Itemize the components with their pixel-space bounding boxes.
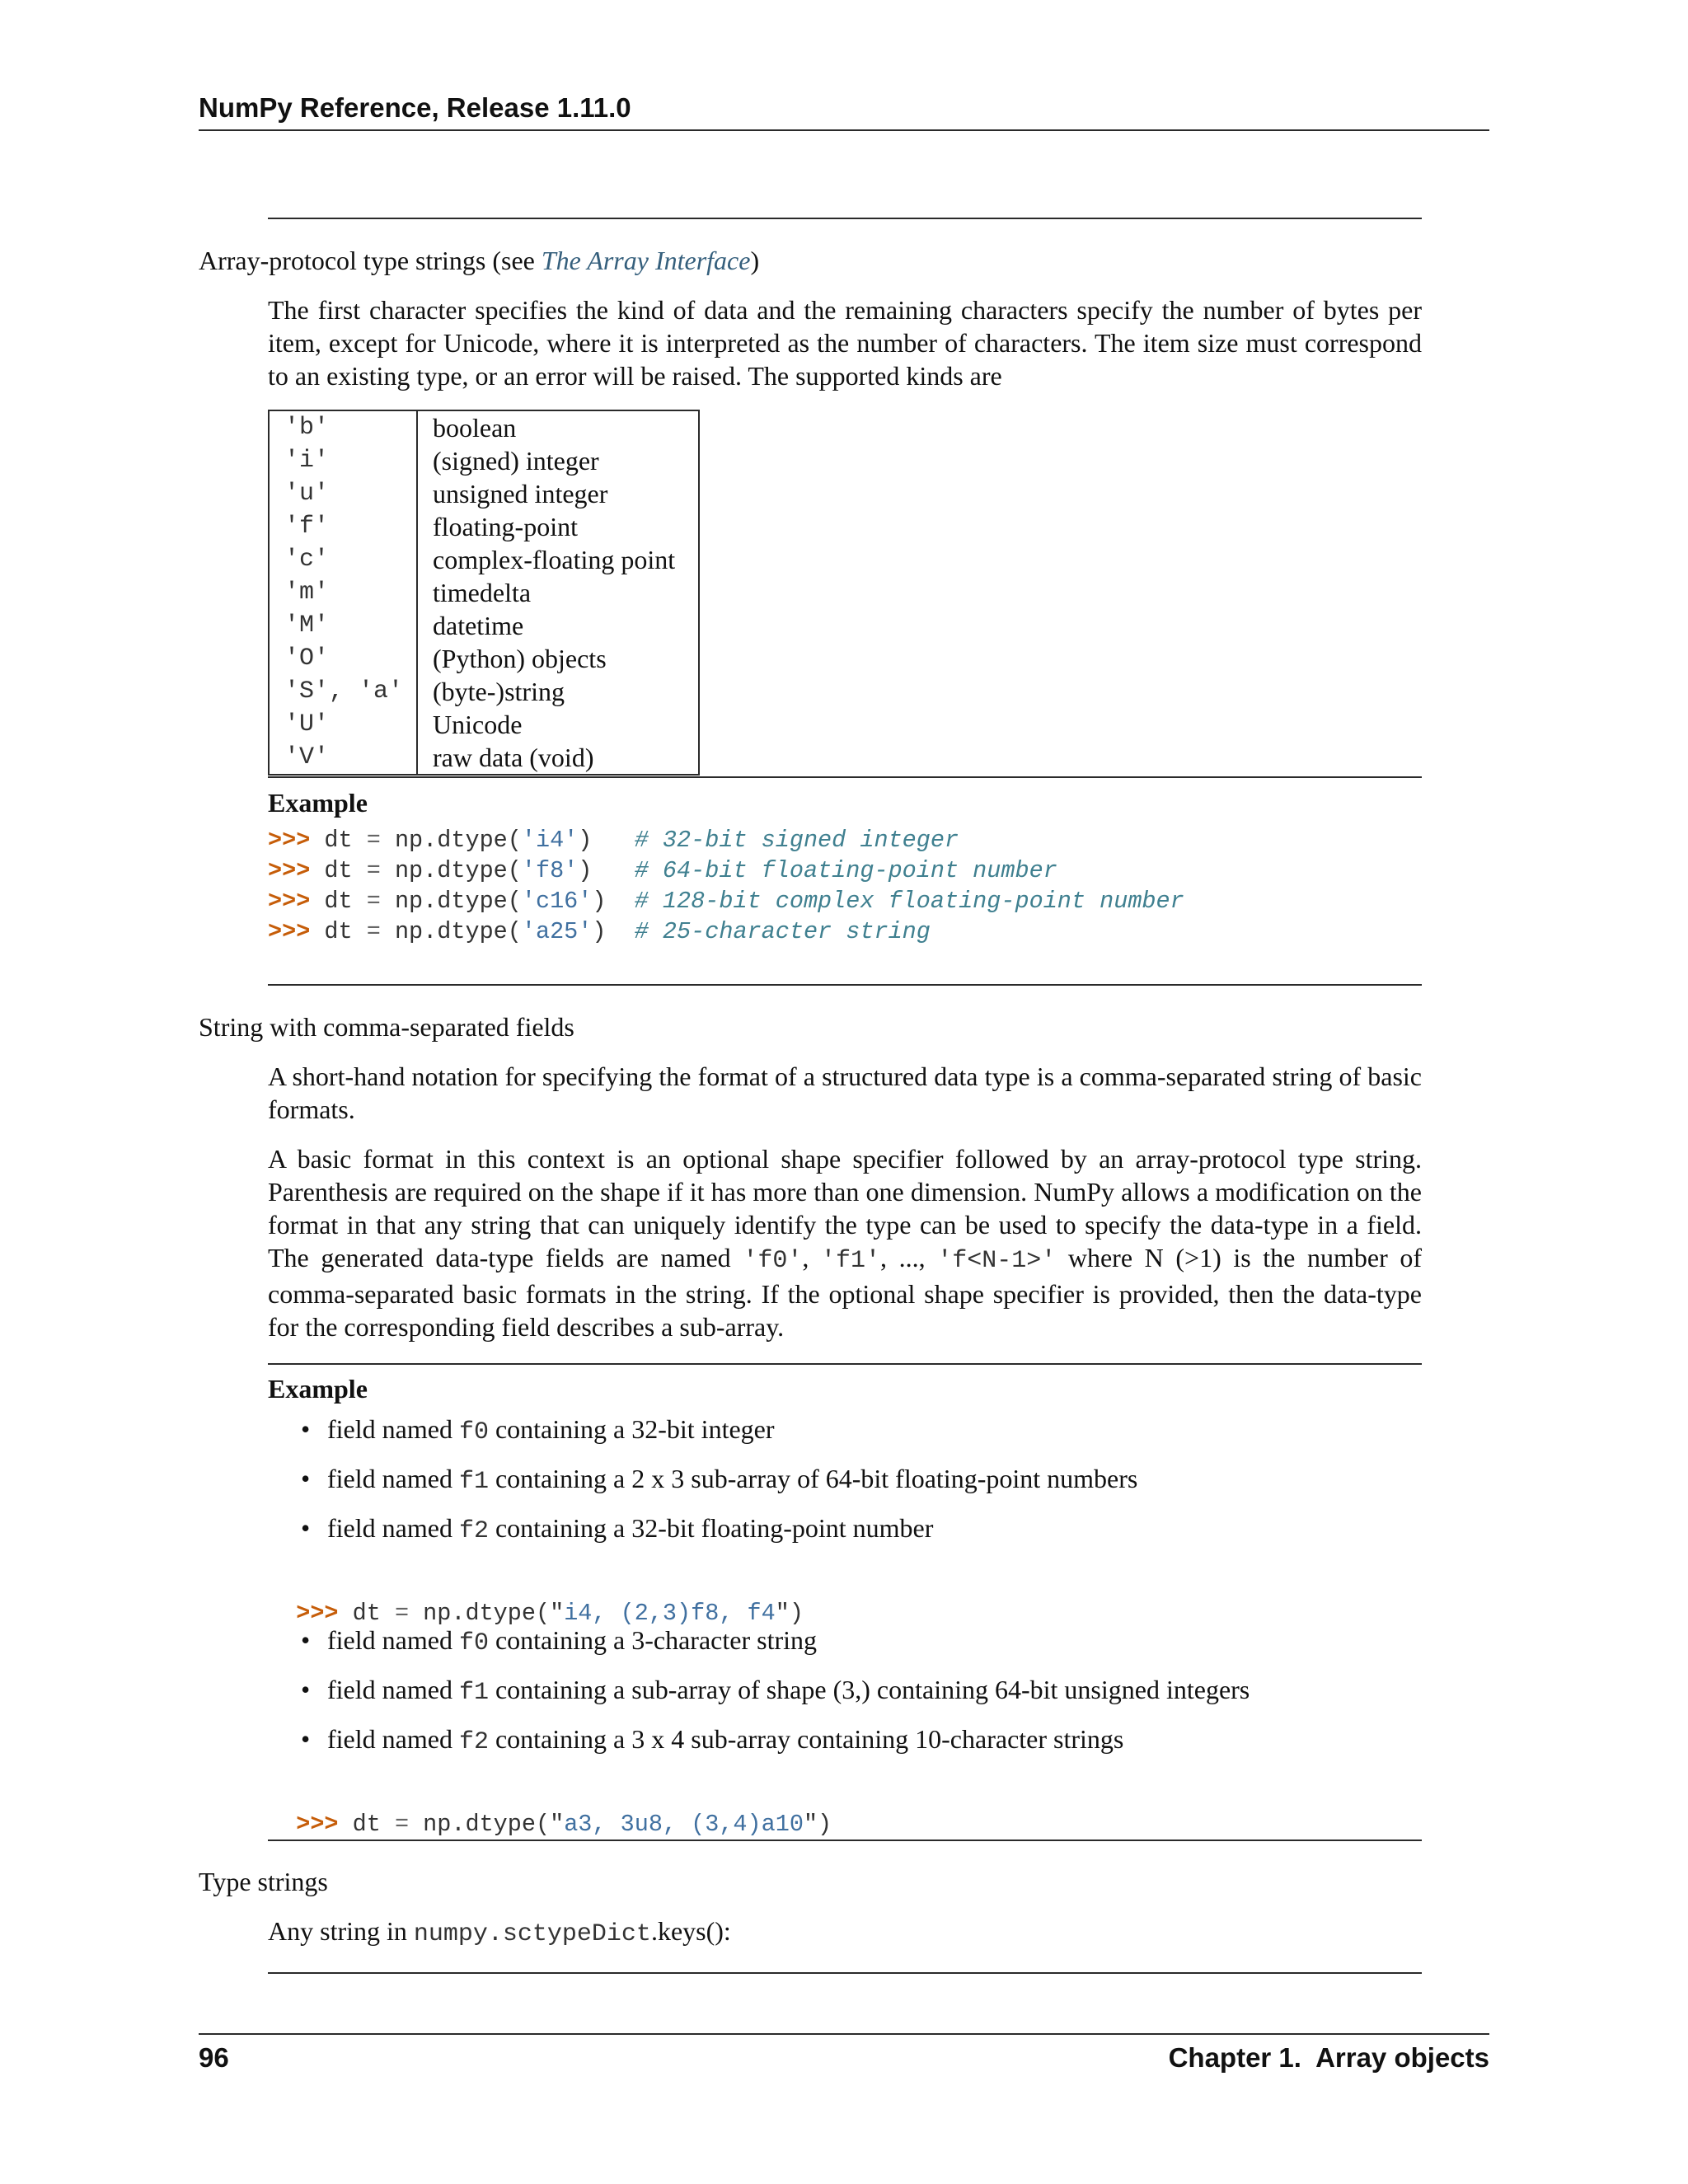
kind-meaning: floating-point	[433, 512, 578, 541]
kinds-table-row	[269, 477, 699, 510]
kind-meaning: unsigned integer	[433, 479, 608, 509]
bullet-dot-icon: •	[301, 1414, 311, 1444]
kind-meaning: (signed) integer	[433, 446, 599, 476]
kinds-table-row	[269, 444, 699, 477]
term-type-strings: Type strings	[199, 1867, 328, 1896]
row-divider-bottom	[268, 1972, 1422, 1974]
array-interface-link[interactable]: The Array Interface	[541, 246, 751, 275]
bullet-item: • field named f0 containing a 3-character string	[301, 1625, 817, 1657]
page-number: 96	[199, 2042, 229, 2073]
kind-code: 'O'	[269, 642, 417, 675]
kind-meaning: complex-floating point	[433, 545, 676, 574]
kind-code: 'S', 'a'	[269, 675, 417, 708]
bullet-item: • field named f1 containing a sub-array of shape (3,) containing 64-bit unsigned integers	[301, 1675, 1250, 1707]
kind-code: 'V'	[269, 741, 417, 775]
kind-code: 'b'	[269, 410, 417, 444]
kind-code: 'm'	[269, 576, 417, 609]
bullet-dot-icon: •	[301, 1464, 311, 1493]
code-line: >>> dt = np.dtype('a25') # 25-character string	[268, 918, 931, 945]
bullet-item: • field named f2 containing a 3 x 4 sub-array containing 10-character strings	[301, 1724, 1124, 1756]
example-heading-1: Example	[268, 788, 368, 818]
bullet-dot-icon: •	[301, 1724, 311, 1754]
kind-meaning: datetime	[433, 611, 524, 640]
row-divider-3	[268, 1840, 1422, 1841]
kind-meaning: (byte-)string	[433, 677, 565, 706]
kind-code: 'f'	[269, 510, 417, 543]
kind-meaning: boolean	[433, 413, 517, 443]
bullet-dot-icon: •	[301, 1675, 311, 1704]
kind-meaning: Unicode	[433, 710, 523, 739]
row-divider-top	[268, 218, 1422, 219]
comma-fields-para-1: A short-hand notation for specifying the format of a structured data type is a comma-separated string of basic formats.	[268, 1062, 1422, 1124]
code-line-comma-2: >>> dt = np.dtype("a3, 3u8, (3,4)a10")	[296, 1811, 832, 1838]
kinds-table-row	[269, 675, 699, 708]
running-header-title: NumPy Reference, Release 1.11.0	[199, 92, 631, 123]
term-comma-fields: String with comma-separated fields	[199, 1012, 574, 1042]
kinds-table-row	[269, 609, 699, 642]
row-divider-2	[268, 984, 1422, 986]
code-line-comma-1: >>> dt = np.dtype("i4, (2,3)f8, f4")	[296, 1600, 804, 1627]
bullet-item: • field named f0 containing a 32-bit integer	[301, 1414, 775, 1446]
kind-code: 'U'	[269, 708, 417, 741]
type-strings-description: Any string in numpy.sctypeDict.keys():	[268, 1916, 731, 1948]
code-line: >>> dt = np.dtype('i4') # 32-bit signed integer	[268, 827, 959, 854]
kind-meaning: raw data (void)	[433, 743, 594, 772]
kinds-table-row	[269, 708, 699, 741]
bullet-item: • field named f1 containing a 2 x 3 sub-array of 64-bit floating-point numbers	[301, 1464, 1138, 1496]
kind-meaning: timedelta	[433, 578, 532, 607]
kinds-table-row	[269, 741, 699, 775]
kind-code: 'c'	[269, 543, 417, 576]
footer-rule	[199, 2033, 1489, 2035]
header-rule	[199, 129, 1489, 131]
bullet-dot-icon: •	[301, 1625, 311, 1655]
example-rule-1	[268, 776, 1422, 778]
array-protocol-description: The first character specifies the kind of data and the remaining characters specify the number of bytes per item, except for Unicode, where it is interpreted as the number of characters. The item size must correspond to an existing type, or an error will be raised. The supported kinds are	[268, 295, 1422, 391]
kind-code: 'i'	[269, 444, 417, 477]
code-line: >>> dt = np.dtype('c16') # 128-bit complex floating-point number	[268, 888, 1184, 915]
comma-fields-para-2: A basic format in this context is an optional shape specifier followed by an array-protocol type string. Parenthesis are required on the shape if it has more than one dimension. NumPy allows a modification on the format in that any string that can uniquely identify the type can be used to specify the data-type in a field. The generated data-type fields are named 'f0', 'f1', ..., 'f<N-1>' where N (>1) is the number of comma-separated basic formats in the string. If the optional shape specifier is provided, then the data-type for the corresponding field describes a sub-array.	[268, 1144, 1423, 1342]
kinds-table-row	[269, 576, 699, 609]
kind-code: 'u'	[269, 477, 417, 510]
kinds-table-row	[269, 410, 699, 444]
kinds-table	[268, 410, 700, 776]
example-heading-2: Example	[268, 1374, 368, 1404]
example-rule-2	[268, 1363, 1422, 1365]
kinds-table-row	[269, 642, 699, 675]
kind-code: 'M'	[269, 609, 417, 642]
chapter-title: Chapter 1. Array objects	[1168, 2042, 1489, 2073]
bullet-item: • field named f2 containing a 32-bit floating-point number	[301, 1513, 934, 1545]
term-array-protocol: Array-protocol type strings (see The Array Interface)	[199, 246, 760, 275]
kind-meaning: (Python) objects	[433, 644, 607, 673]
kinds-table-row	[269, 543, 699, 576]
code-line: >>> dt = np.dtype('f8') # 64-bit floating-point number	[268, 857, 1057, 884]
kinds-table-row	[269, 510, 699, 543]
bullet-dot-icon: •	[301, 1513, 311, 1543]
